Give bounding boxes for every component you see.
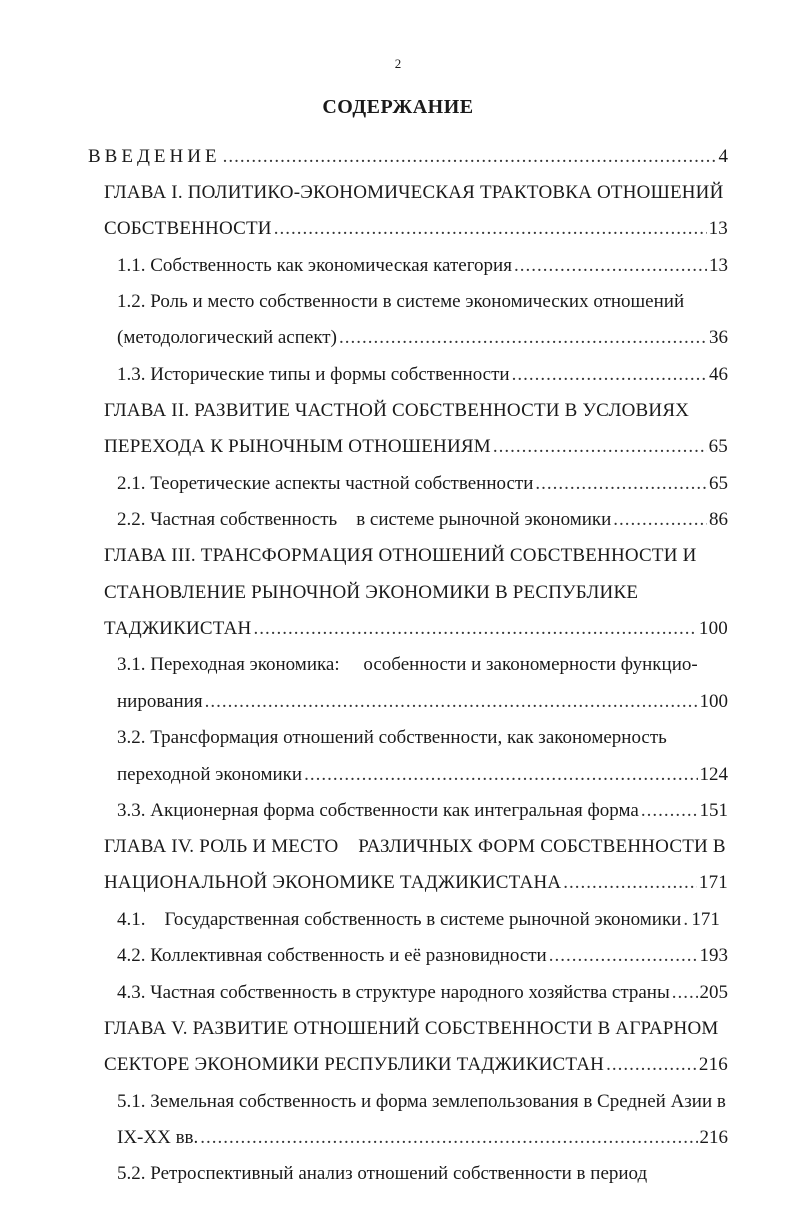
dot-leader	[304, 760, 697, 790]
dot-leader	[512, 360, 707, 390]
toc-entry-text: СЕКТОРЕ ЭКОНОМИКИ РЕСПУБЛИКИ ТАДЖИКИСТАН	[104, 1054, 605, 1075]
toc-page-number: 86	[709, 509, 728, 530]
toc-chapter-3[interactable]	[104, 614, 728, 644]
toc-page-number: 171	[691, 909, 720, 930]
dot-leader	[253, 614, 696, 644]
toc-page-number: 13	[709, 255, 728, 276]
toc-section-3-3[interactable]	[117, 796, 728, 826]
toc-section-2-2[interactable]	[117, 505, 728, 535]
toc-page-number: 216	[698, 1054, 728, 1075]
toc-section-1-1[interactable]	[117, 251, 728, 281]
toc-chapter-4-line1[interactable]: ГЛАВА IV. РОЛЬ И МЕСТО РАЗЛИЧНЫХ ФОРМ СОБСТВЕННОСТИ В	[104, 836, 726, 857]
dot-leader	[274, 214, 707, 244]
dot-leader	[563, 868, 697, 898]
toc-entry-text: СОБСТВЕННОСТИ	[104, 218, 272, 239]
toc-entry-text: 4.2. Коллективная собственность и её разновидности	[117, 945, 547, 966]
toc-section-3-2[interactable]	[117, 760, 728, 790]
toc-page-number: 171	[698, 872, 728, 893]
page-title: СОДЕРЖАНИЕ	[322, 96, 474, 118]
toc-page-number: 100	[699, 691, 728, 712]
toc-entry-text: 2.2. Частная собственность в системе рыночной экономики	[117, 509, 612, 530]
toc-entry-text: 1.1. Собственность как экономическая категория	[117, 255, 512, 276]
dot-leader	[613, 505, 707, 535]
toc-section-3-1[interactable]	[117, 687, 728, 717]
dot-leader	[514, 251, 707, 281]
toc-section-3-2-line1[interactable]: 3.2. Трансформация отношений собственности, как закономерность	[117, 727, 667, 748]
toc-chapter-5[interactable]	[104, 1050, 728, 1080]
toc-page-number: 193	[699, 945, 728, 966]
dot-leader	[549, 941, 698, 971]
toc-chapter-3-line2[interactable]: СТАНОВЛЕНИЕ РЫНОЧНОЙ ЭКОНОМИКИ В РЕСПУБЛИКЕ	[104, 582, 639, 603]
dot-leader	[535, 469, 707, 499]
toc-section-4-1[interactable]	[117, 905, 728, 935]
toc-chapter-5-line1[interactable]: ГЛАВА V. РАЗВИТИЕ ОТНОШЕНИЙ СОБСТВЕННОСТИ В АГРАРНОМ	[104, 1018, 719, 1039]
toc-section-2-1[interactable]	[117, 469, 728, 499]
dot-leader	[200, 1123, 697, 1153]
toc-chapter-1[interactable]	[104, 214, 728, 244]
toc-page-number: 205	[699, 982, 728, 1003]
toc-section-5-2-line1[interactable]: 5.2. Ретроспективный анализ отношений собственности в период	[117, 1163, 648, 1184]
toc-section-1-2-line1[interactable]: 1.2. Роль и место собственности в системе экономических отношений	[117, 291, 685, 312]
toc-entry-text: ПЕРЕХОДА К РЫНОЧНЫМ ОТНОШЕНИЯМ	[104, 436, 491, 457]
toc-page-number: 65	[708, 436, 728, 457]
toc-page-number: 151	[699, 800, 728, 821]
toc-page-number: 46	[709, 364, 728, 385]
toc-page-number: 124	[699, 764, 728, 785]
dot-leader	[672, 978, 698, 1008]
toc-page-number: 4	[718, 146, 728, 167]
toc-section-4-3[interactable]	[117, 978, 728, 1008]
dot-leader	[606, 1050, 697, 1080]
toc-entry-text: НАЦИОНАЛЬНОЙ ЭКОНОМИКЕ ТАДЖИКИСТАНА	[104, 872, 562, 893]
toc-section-1-2[interactable]	[117, 323, 728, 353]
page-number: 2	[394, 56, 402, 71]
dot-leader	[223, 142, 717, 172]
dot-leader	[641, 796, 698, 826]
toc-page-number: 100	[698, 618, 728, 639]
toc-section-5-1[interactable]	[117, 1123, 728, 1153]
dot-leader	[683, 905, 689, 935]
toc-page-number: 65	[709, 473, 728, 494]
toc-chapter-2-line1[interactable]: ГЛАВА II. РАЗВИТИЕ ЧАСТНОЙ СОБСТВЕННОСТИ В УСЛОВИЯХ	[104, 400, 690, 421]
toc-entry-text: 1.3. Исторические типы и формы собственности	[117, 364, 510, 385]
toc-entry-text: 2.1. Теоретические аспекты частной собственности	[117, 473, 534, 494]
toc-chapter-1-line1[interactable]: ГЛАВА I. ПОЛИТИКО-ЭКОНОМИЧЕСКАЯ ТРАКТОВКА ОТНОШЕНИЙ	[104, 182, 724, 203]
toc-entry-text: 4.3. Частная собственность в структуре народного хозяйства страны	[117, 982, 670, 1003]
toc-entry-text: IX-XX вв.	[117, 1127, 199, 1148]
toc-entry-text: 3.3. Акционерная форма собственности как интегральная форма	[117, 800, 639, 821]
toc-page-number: 36	[709, 327, 728, 348]
dot-leader	[493, 432, 707, 462]
toc-entry-text: ТАДЖИКИСТАН	[104, 618, 252, 639]
toc-entry-text: (методологический аспект)	[117, 327, 337, 348]
toc-entry-intro[interactable]	[88, 142, 728, 172]
toc-section-5-1-line1[interactable]: 5.1. Земельная собственность и форма землепользования в Средней Азии в	[117, 1091, 726, 1112]
toc-entry-text: ВВЕДЕНИЕ	[88, 146, 221, 167]
toc-entry-text: нирования	[117, 691, 203, 712]
dot-leader	[205, 687, 698, 717]
toc-chapter-2[interactable]	[104, 432, 728, 462]
dot-leader	[339, 323, 707, 353]
toc-section-4-2[interactable]	[117, 941, 728, 971]
toc-entry-text: 4.1. Государственная собственность в системе рыночной экономики	[117, 909, 682, 930]
toc-page-number: 13	[708, 218, 728, 239]
toc-chapter-4[interactable]	[104, 868, 728, 898]
toc-chapter-3-line1[interactable]: ГЛАВА III. ТРАНСФОРМАЦИЯ ОТНОШЕНИЙ СОБСТВЕННОСТИ И	[104, 545, 697, 566]
toc-entry-text: переходной экономики	[117, 764, 303, 785]
toc-page-number: 216	[699, 1127, 728, 1148]
toc-section-1-3[interactable]	[117, 360, 728, 390]
toc-section-3-1-line1[interactable]: 3.1. Переходная экономика: особенности и закономерности функцио-	[117, 654, 698, 675]
